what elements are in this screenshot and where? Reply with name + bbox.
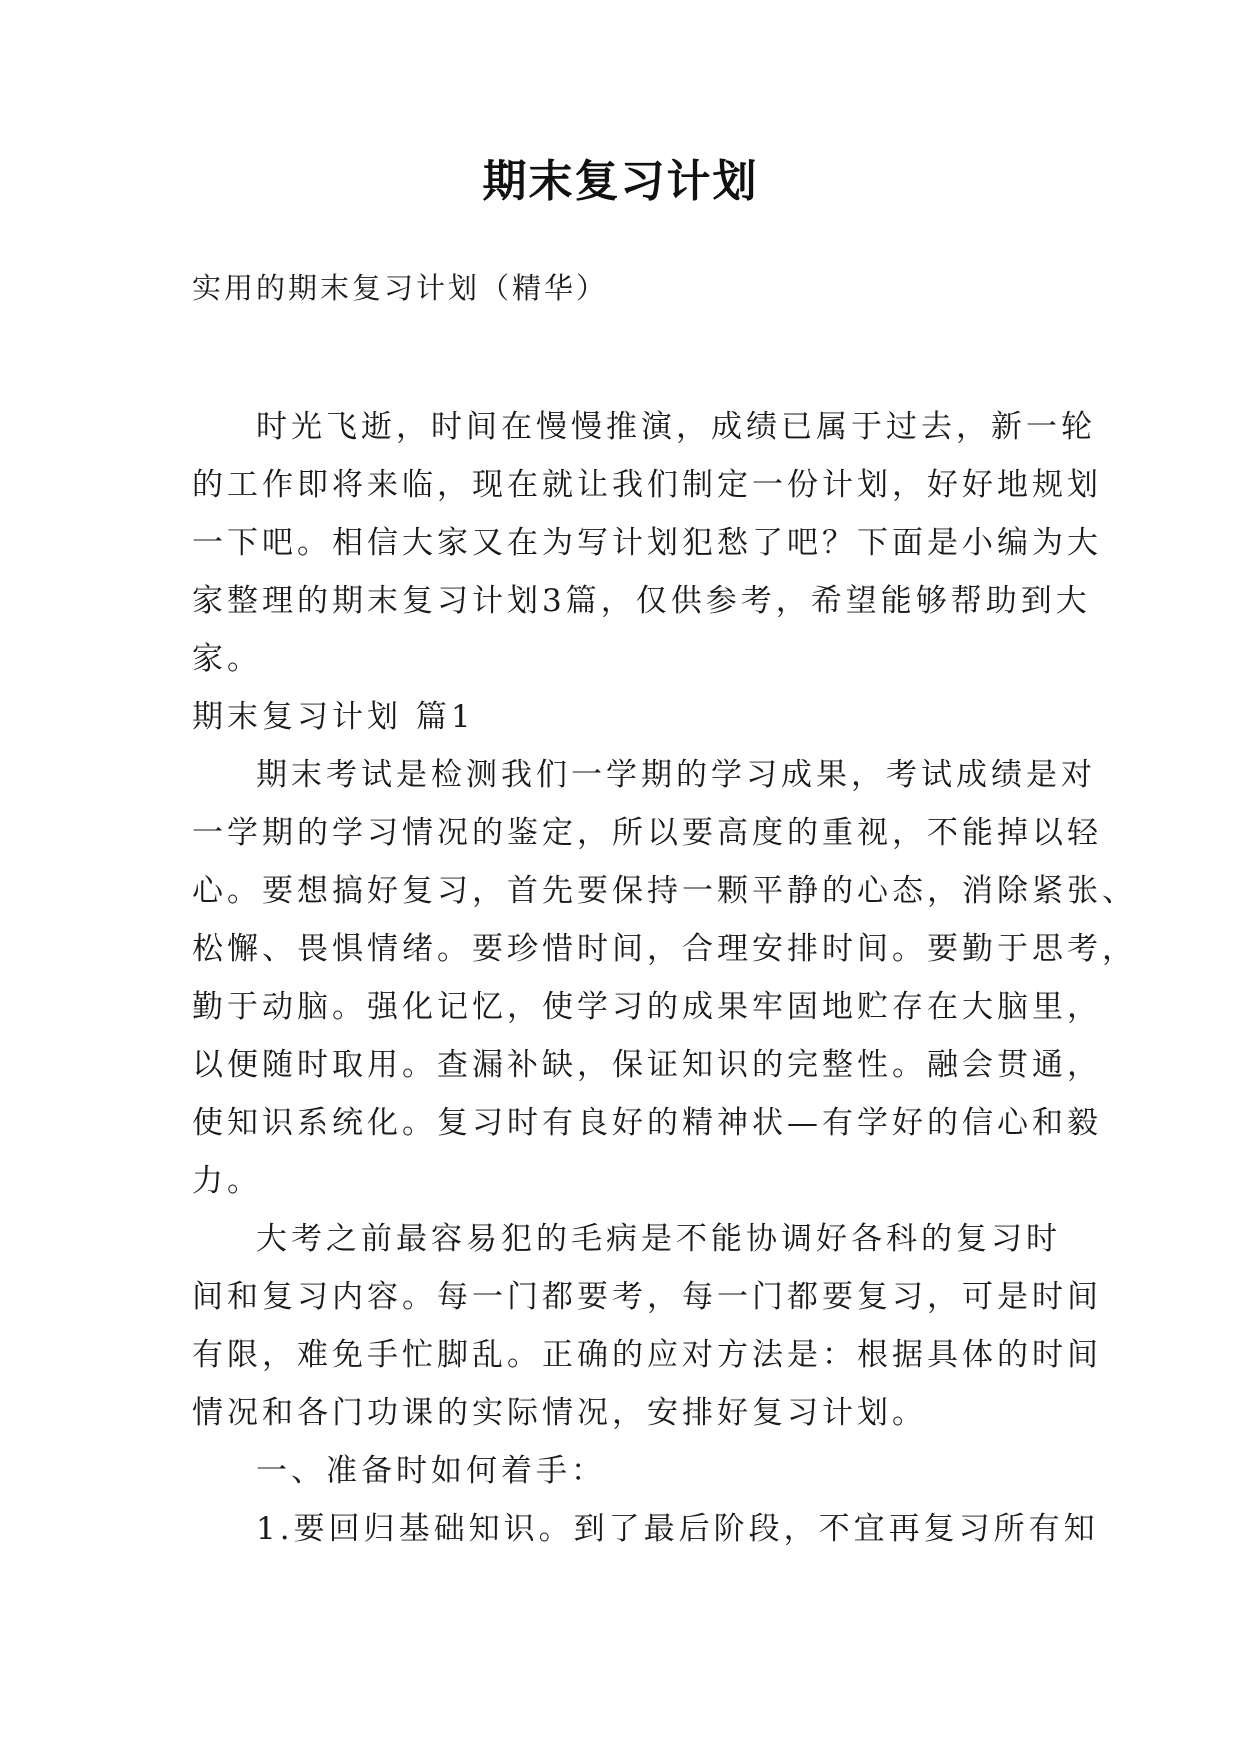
paragraph-line: 大考之前最容易犯的毛病是不能协调好各科的复习时 bbox=[256, 1221, 1061, 1257]
paragraph-line: 松懈、畏惧情绪。要珍惜时间，合理安排时间。要勤于思考， bbox=[192, 931, 1137, 967]
paragraph-line: 间和复习内容。每一门都要考，每一门都要复习，可是时间 bbox=[192, 1279, 1102, 1315]
paragraph-line: 的工作即将来临，现在就让我们制定一份计划，好好地规划 bbox=[192, 467, 1102, 503]
paragraph-line: 情况和各门功课的实际情况，安排好复习计划。 bbox=[192, 1395, 927, 1431]
paragraph-line: 使知识系统化。复习时有良好的精神状—有学好的信心和毅 bbox=[192, 1105, 1102, 1141]
paragraph-line: 时光飞逝，时间在慢慢推演，成绩已属于过去，新一轮 bbox=[256, 409, 1096, 445]
paragraph-line: 勤于动脑。强化记忆，使学习的成果牢固地贮存在大脑里， bbox=[192, 989, 1102, 1025]
document-title: 期末复习计划 bbox=[482, 156, 759, 207]
paragraph-line: 期末考试是检测我们一学期的学习成果，考试成绩是对 bbox=[256, 757, 1096, 793]
paragraph-line: 心。要想搞好复习，首先要保持一颗平静的心态，消除紧张、 bbox=[192, 873, 1137, 909]
list-heading: 一、准备时如何着手： bbox=[256, 1453, 606, 1489]
document-subtitle: 实用的期末复习计划（精华） bbox=[192, 271, 609, 305]
paragraph-line: 家。 bbox=[192, 641, 262, 677]
document-body bbox=[192, 398, 1137, 1558]
paragraph-line: 家整理的期末复习计划3篇，仅供参考，希望能够帮助到大 bbox=[192, 583, 1091, 619]
section-heading: 期末复习计划 篇1 bbox=[192, 699, 475, 735]
paragraph-line: 力。 bbox=[192, 1163, 262, 1199]
paragraph-line: 以便随时取用。查漏补缺，保证知识的完整性。融会贯通， bbox=[192, 1047, 1102, 1083]
paragraph-line: 有限，难免手忙脚乱。正确的应对方法是：根据具体的时间 bbox=[192, 1337, 1102, 1373]
list-item: 1.要回归基础知识。到了最后阶段，不宜再复习所有知 bbox=[256, 1511, 1099, 1547]
paragraph-line: 一学期的学习情况的鉴定，所以要高度的重视，不能掉以轻 bbox=[192, 815, 1102, 851]
paragraph-line: 一下吧。相信大家又在为写计划犯愁了吧？下面是小编为大 bbox=[192, 525, 1102, 561]
